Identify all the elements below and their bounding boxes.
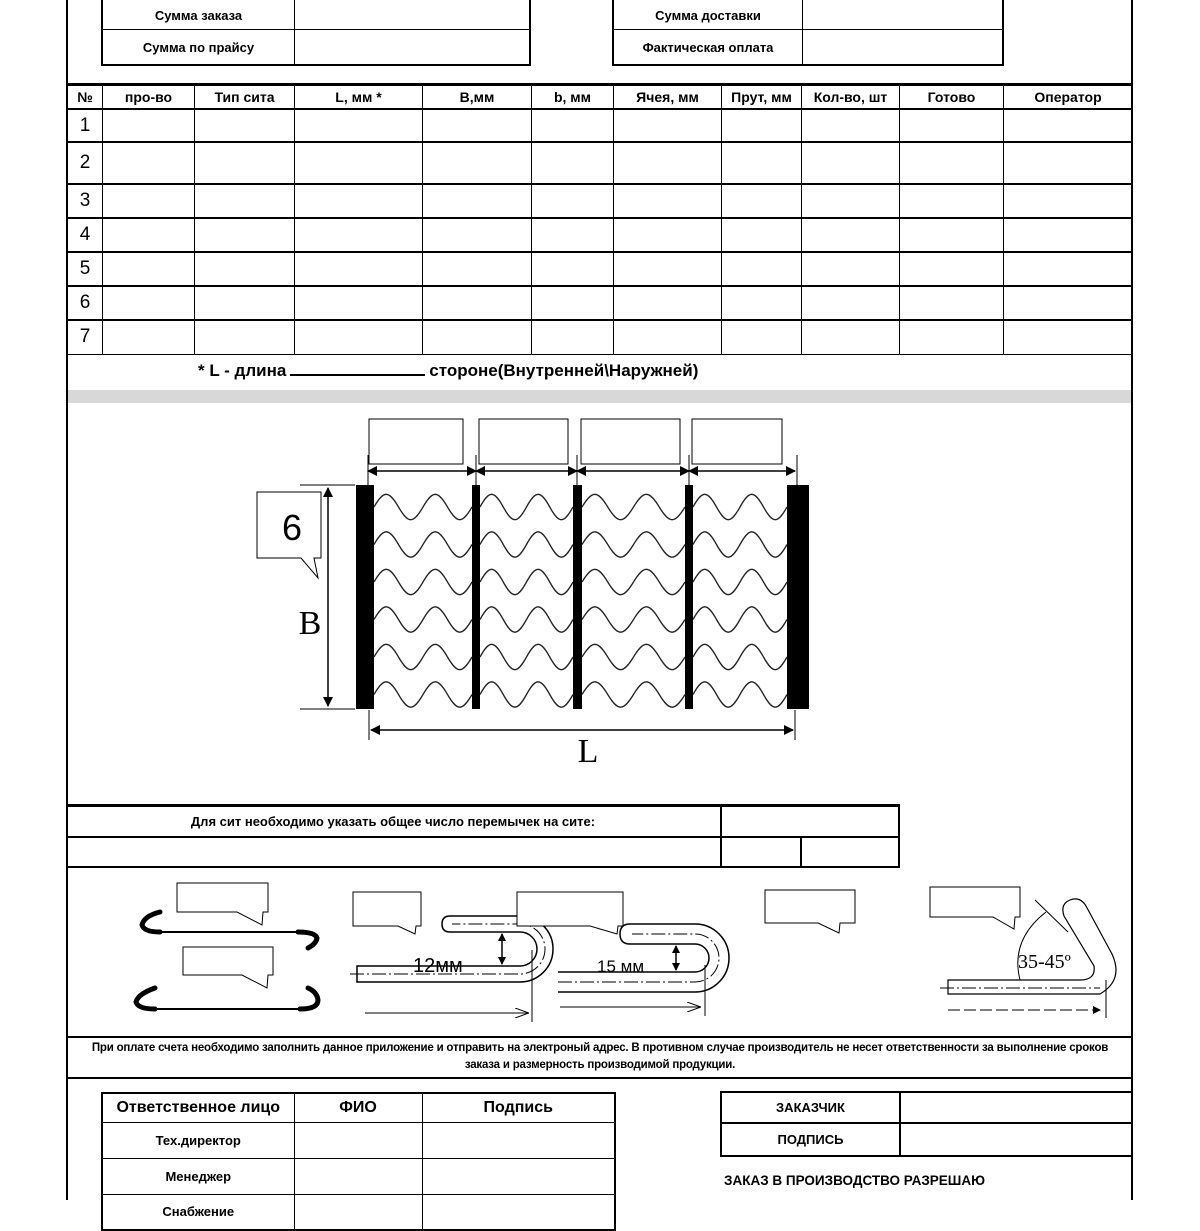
table-cell[interactable] xyxy=(295,320,423,354)
signature-name-field[interactable] xyxy=(294,1158,422,1194)
row-number: 6 xyxy=(68,286,103,320)
summary-label: Сумма заказа xyxy=(154,8,243,23)
signature-row xyxy=(102,1194,615,1230)
table-cell[interactable] xyxy=(195,142,295,184)
frame-bar xyxy=(472,485,480,709)
table-cell[interactable] xyxy=(802,286,900,320)
table-cell[interactable] xyxy=(532,252,614,286)
dimension-15mm: 15 мм xyxy=(597,957,645,976)
table-cell[interactable] xyxy=(900,252,1004,286)
table-cell[interactable] xyxy=(195,109,295,142)
summary-label: Фактическая оплата xyxy=(642,39,774,55)
table-row xyxy=(68,109,1133,142)
table-cell[interactable] xyxy=(1004,286,1133,320)
signature-row xyxy=(102,1122,615,1158)
divider xyxy=(66,1036,1133,1038)
table-cell[interactable] xyxy=(423,286,532,320)
col-header-rod: Прут, мм xyxy=(722,85,802,109)
table-cell[interactable] xyxy=(423,218,532,252)
jumper-field-b[interactable] xyxy=(802,838,898,868)
jumper-label: Для сит необходимо указать общее число перемычек на сите: xyxy=(190,814,596,829)
table-row xyxy=(68,218,1133,252)
table-row xyxy=(68,184,1133,218)
section-width-box xyxy=(581,419,680,464)
table-cell[interactable] xyxy=(802,142,900,184)
wire-wave xyxy=(480,569,573,594)
table-cell[interactable] xyxy=(900,142,1004,184)
table-cell[interactable] xyxy=(802,109,900,142)
actual-payment-field[interactable] xyxy=(803,30,1002,64)
signature-role: Менеджер xyxy=(102,1158,294,1194)
table-cell[interactable] xyxy=(532,184,614,218)
table-cell[interactable] xyxy=(802,218,900,252)
col-header-num: № xyxy=(68,85,103,109)
signature-role: Тех.директор xyxy=(102,1122,294,1158)
col-header-production: про-во xyxy=(103,85,195,109)
frame-bar xyxy=(685,485,693,709)
wire-wave xyxy=(582,532,685,557)
angle-label: 35-45º xyxy=(1018,951,1071,973)
footnote-prefix: * L - длина xyxy=(198,361,287,380)
table-cell[interactable] xyxy=(295,218,423,252)
table-cell[interactable] xyxy=(1004,218,1133,252)
summary-right-box xyxy=(612,0,1004,66)
row-number: 4 xyxy=(68,218,103,252)
divider xyxy=(66,1077,1133,1079)
order-table xyxy=(67,84,1133,355)
table-cell[interactable] xyxy=(900,218,1004,252)
table-cell[interactable] xyxy=(614,109,722,142)
signature-name-field[interactable] xyxy=(294,1122,422,1158)
wire-wave xyxy=(693,644,787,669)
callout-box xyxy=(353,892,421,934)
footnote-suffix: стороне(Внутренней\Наружней) xyxy=(429,361,699,380)
payment-disclaimer: При оплате счета необходимо заполнить данное приложение и отправить на электроный адрес. В противном случае производитель не несет ответственности за выполнение сроков заказа и размерность производимой продукции. xyxy=(91,1042,1109,1071)
row-number: 7 xyxy=(68,320,103,354)
table-cell[interactable] xyxy=(802,320,900,354)
table-header-row xyxy=(68,85,1133,109)
signature-sign-field[interactable] xyxy=(422,1122,615,1158)
callout-box xyxy=(517,892,623,934)
wire-wave xyxy=(374,607,472,632)
table-cell[interactable] xyxy=(1004,109,1133,142)
wire-wave xyxy=(480,644,573,669)
table-cell[interactable] xyxy=(900,286,1004,320)
summary-left-box xyxy=(101,0,531,66)
signature-sign-field[interactable] xyxy=(422,1158,615,1194)
col-header-mesh: Ячея, мм xyxy=(614,85,722,109)
col-header-length: L, мм * xyxy=(295,85,423,109)
table-cell[interactable] xyxy=(722,286,802,320)
jumper-count-field[interactable] xyxy=(722,807,898,836)
table-cell[interactable] xyxy=(423,252,532,286)
table-cell[interactable] xyxy=(532,218,614,252)
table-cell[interactable] xyxy=(614,218,722,252)
summary-label: Сумма по прайсу xyxy=(142,39,255,55)
callout-number: 6 xyxy=(281,507,303,548)
table-cell[interactable] xyxy=(423,109,532,142)
signature-sign-field[interactable] xyxy=(422,1194,615,1230)
wire-wave xyxy=(582,569,685,594)
wire-wave xyxy=(374,532,472,557)
table-cell[interactable] xyxy=(103,142,195,184)
table-cell[interactable] xyxy=(900,109,1004,142)
table-cell[interactable] xyxy=(103,184,195,218)
approval-text: ЗАКАЗ В ПРОИЗВОДСТВО РАЗРЕШАЮ xyxy=(724,1173,986,1188)
price-sum-field[interactable] xyxy=(295,30,529,64)
wire-wave xyxy=(582,644,685,669)
jumper-extra-field[interactable] xyxy=(66,838,720,868)
col-header-quantity: Кол-во, шт xyxy=(802,85,900,109)
customer-field[interactable] xyxy=(901,1093,1133,1122)
delivery-sum-field[interactable] xyxy=(803,2,1002,29)
wire-wave xyxy=(693,569,787,594)
table-cell[interactable] xyxy=(295,109,423,142)
table-cell[interactable] xyxy=(295,184,423,218)
section-separator xyxy=(68,390,1131,403)
table-cell[interactable] xyxy=(614,252,722,286)
callout-box xyxy=(765,890,855,933)
callout-box xyxy=(183,947,273,988)
table-cell[interactable] xyxy=(103,218,195,252)
signature-row xyxy=(102,1158,615,1194)
row-number: 2 xyxy=(68,142,103,184)
table-row xyxy=(68,252,1133,286)
table-cell[interactable] xyxy=(614,286,722,320)
table-cell[interactable] xyxy=(423,320,532,354)
wire-wave xyxy=(374,682,472,707)
wire-wave xyxy=(374,494,472,519)
table-cell[interactable] xyxy=(722,320,802,354)
side-input-blank[interactable] xyxy=(290,360,425,376)
table-cell[interactable] xyxy=(802,252,900,286)
frame-bar xyxy=(573,485,582,709)
table-cell[interactable] xyxy=(722,142,802,184)
wire-wave xyxy=(582,494,685,519)
table-cell[interactable] xyxy=(802,184,900,218)
row-number: 3 xyxy=(68,184,103,218)
signature-role: Снабжение xyxy=(102,1194,294,1230)
table-cell[interactable] xyxy=(1004,252,1133,286)
table-row xyxy=(68,142,1133,184)
col-header-width-small-b: b, мм xyxy=(532,85,614,109)
row-number: 1 xyxy=(68,109,103,142)
wire-wave xyxy=(480,494,573,519)
table-cell[interactable] xyxy=(614,320,722,354)
table-cell[interactable] xyxy=(195,286,295,320)
wire-wave xyxy=(582,607,685,632)
table-cell[interactable] xyxy=(195,218,295,252)
table-cell[interactable] xyxy=(423,184,532,218)
table-cell[interactable] xyxy=(423,142,532,184)
order-sum-field[interactable] xyxy=(295,2,529,29)
sig-header-role: Ответственное лицо xyxy=(102,1093,294,1122)
col-header-width-b: B,мм xyxy=(423,85,532,109)
table-cell[interactable] xyxy=(1004,320,1133,354)
wire-wave xyxy=(480,607,573,632)
label-l: L xyxy=(577,733,599,770)
table-cell[interactable] xyxy=(195,252,295,286)
wire-wave xyxy=(693,607,787,632)
label-b: B xyxy=(298,605,322,642)
customer-label: ЗАКАЗЧИК xyxy=(776,1100,845,1115)
row-number: 5 xyxy=(68,252,103,286)
table-cell[interactable] xyxy=(1004,184,1133,218)
signatures-table xyxy=(101,1092,616,1231)
table-cell[interactable] xyxy=(900,184,1004,218)
table-cell[interactable] xyxy=(295,286,423,320)
col-header-sieve-type: Тип сита xyxy=(195,85,295,109)
table-row xyxy=(68,286,1133,320)
table-cell[interactable] xyxy=(532,320,614,354)
table-cell[interactable] xyxy=(1004,142,1133,184)
dimension-12mm: 12мм xyxy=(413,955,463,977)
wire-wave xyxy=(480,532,573,557)
wire-wave xyxy=(582,682,685,707)
section-width-box xyxy=(479,419,568,464)
wire-wave xyxy=(374,569,472,594)
table-cell[interactable] xyxy=(722,218,802,252)
customer-signature-field[interactable] xyxy=(901,1124,1133,1155)
frame-bar xyxy=(356,485,374,709)
callout-box xyxy=(177,883,268,925)
table-cell[interactable] xyxy=(532,286,614,320)
sieve-diagram xyxy=(250,410,830,780)
table-cell[interactable] xyxy=(900,320,1004,354)
table-cell[interactable] xyxy=(722,109,802,142)
table-cell[interactable] xyxy=(614,184,722,218)
table-cell[interactable] xyxy=(295,142,423,184)
table-cell[interactable] xyxy=(195,320,295,354)
table-cell[interactable] xyxy=(722,184,802,218)
sig-header-name: ФИО xyxy=(294,1093,422,1122)
length-footnote xyxy=(198,360,898,384)
callout-box xyxy=(930,887,1020,929)
table-cell[interactable] xyxy=(103,286,195,320)
section-width-box xyxy=(369,419,463,464)
signatures-header-row xyxy=(102,1093,615,1122)
table-cell[interactable] xyxy=(195,184,295,218)
summary-label: Сумма доставки xyxy=(655,8,761,23)
hook-diagrams xyxy=(100,870,1130,1035)
table-cell[interactable] xyxy=(103,109,195,142)
table-cell[interactable] xyxy=(103,252,195,286)
section-width-box xyxy=(692,419,782,464)
wire-wave xyxy=(693,532,787,557)
table-cell[interactable] xyxy=(614,142,722,184)
table-cell[interactable] xyxy=(722,252,802,286)
jumper-field-a[interactable] xyxy=(722,838,800,868)
customer-signature-label: ПОДПИСЬ xyxy=(777,1132,844,1147)
jumper-table xyxy=(66,805,900,868)
wire-wave xyxy=(480,682,573,707)
col-header-operator: Оператор xyxy=(1004,85,1133,109)
table-row xyxy=(68,320,1133,354)
wire-wave xyxy=(374,644,472,669)
table-cell[interactable] xyxy=(103,320,195,354)
signature-name-field[interactable] xyxy=(294,1194,422,1230)
table-cell[interactable] xyxy=(532,109,614,142)
table-cell[interactable] xyxy=(295,252,423,286)
frame-bar xyxy=(787,485,809,709)
wire-wave xyxy=(693,682,787,707)
customer-box xyxy=(720,1091,1133,1157)
col-header-ready: Готово xyxy=(900,85,1004,109)
wire-wave xyxy=(693,494,787,519)
sig-header-sign: Подпись xyxy=(422,1093,615,1122)
table-cell[interactable] xyxy=(532,142,614,184)
